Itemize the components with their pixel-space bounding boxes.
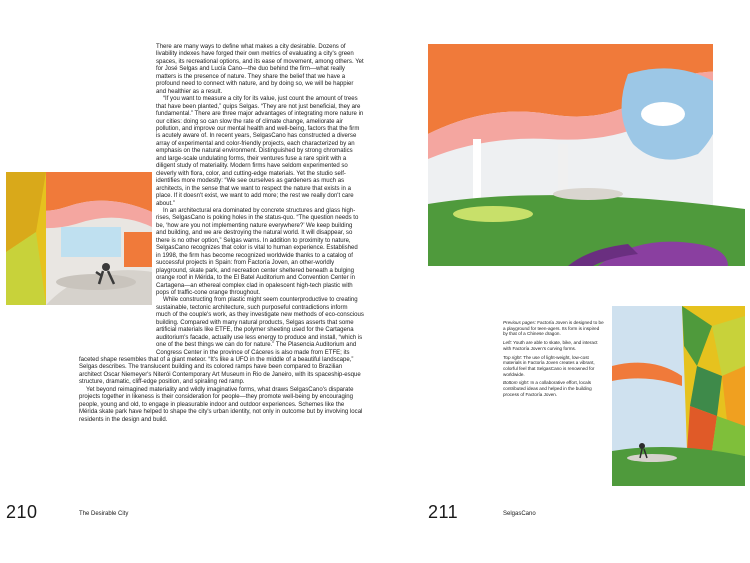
body-paragraph: In an architectural era dominated by concrete structures and glass high-rises, SelgasCano is poking holes in the status-quo. “The question needs to be, ‘how are you not implementing nature everywhere?’ We keep building and building, and we are destroying the natural world. It will disappear, so there is no other option,” Selgas warns. In addition to proximity to nature, SelgasCano recognizes that color is vital to human experience. Established in 1998, the firm has become recognized worldwide thanks to a catalog of successful projects in Spain: from Factoría Joven, an other-worldly playground, skate park, and recreation center sheltered beneath a bulging orange roof in Mérida, to the El Batel Auditorium and Convention Center in Cartagena—an ethereal complex clad in opalescent high-tech plastic with pops of traffic-cone orange throughout. [156, 207, 359, 296]
body-paragraph: Yet beyond reimagined materiality and wildly imaginative forms, what draws SelgasCano's disparate projects together in likeness is their consideration for people—they promote well-being by encouraging people, young and old, to engage in pleasurable indoor and outdoor experiences. Schemes like the Mérida skate park have helped to shape the city's urban identity, not only in outcome but by involving local residents in the design and build. [79, 386, 363, 423]
body-paragraph: “If you want to measure a city for its value, just count the amount of trees that have been planted,” quips Selgas. “They are not just beneficial, they are fundamental.” There are three major advantages of integrating more nature in our cities: doing so can slow the rate of climate change, ameliorate air pollution, and improve our mental health and well-being, factors that the firm is acutely aware of. In recent years, SelgasCano has constructed a diverse array of experimental and color-friendly projects, each characterized by an emphasis on the natural environment. Distinguished by strong chromatics and large-scale undulating forms, their ventures fuse a rare spirit with a diligent study of materiality. Modern firms have seldom experimented so cleverly with flora, color, and cutting-edge materials. Yet the studio self-identifies more modestly: “We see ourselves as gardeners as much as architects, in the sense that we want to respect the nature that exists in a place. If it doesn't exist, we want to add more; the rest we really don't care about.” [156, 96, 364, 207]
caption-top-right [503, 355, 605, 378]
page-number-right: 211 [428, 502, 459, 522]
body-text-column [79, 44, 364, 424]
caption-bottom-right [503, 380, 605, 397]
photo-climbing-wall [612, 306, 745, 486]
running-title-right: SelgasCano [503, 511, 536, 517]
caption-key: Bottom right: [503, 380, 530, 386]
caption-left [503, 340, 605, 351]
body-paragraph: There are many ways to define what makes a city desirable. Dozens of livability indexes have forged their own metrics of evaluating a city's green spaces, its recreational options, and its ease of movement, among others. Yet for José Selgas and Lucía Cano—the duo behind the firm—what really matters is the presence of nature. They share the belief that we have a profound need to connect with nature, and by doing so, we will be happier and healthier as a result. [156, 44, 364, 95]
photo-captions [503, 320, 605, 400]
caption-text: The use of light-weight, low-cost materials in Factoría Joven creates a vibrant, colorful feel that SelgasCano is renowned for worldwide. [503, 354, 595, 377]
body-paragraph: While constructing from plastic might seem counterproductive to creating sustainable, tectonic architecture, such purposeful contradictions inform much of the couple's work, as they investigate new methods of eco-conscious building. Compared with many natural products, Selgas asserts that some artificial materials like ETFE, the polymer sheeting used for the Cartagena auditorium's facade, actually use less energy to produce and install, “which is one of the best things we can do for nature.” The Plasencia Auditorium and Congress Center in the province of Cáceres is also made from ETFE; its faceted shape resembles that of a giant meteor. “It's like a UFO in the middle of a beautiful landscape,” Selgas describes. The translucent building and its colored ramps have been compared to Brazilian architect Oscar Niemeyer's Niterói Contemporary Art Museum in Rio de Janeiro, with its spaceship-esque structure, dramatic, cliff-edge position, and spiraling red ramp. [79, 297, 364, 386]
caption-previous-pages [503, 320, 605, 337]
caption-key: Left: [503, 340, 512, 346]
caption-text: Youth are able to skate, bike, and interact with Factoría Joven's curving forms. [503, 340, 598, 351]
page-number-left: 210 [6, 502, 38, 522]
caption-text: In a collaborative effort, locals contributed ideas and helped in the building process of Factoría Joven. [503, 380, 592, 397]
caption-key: Previous pages: [503, 320, 536, 325]
caption-text: Factoría Joven is designed to be a playground for teen-agers. Its form is inspired by that of a Chinese dragon. [503, 320, 604, 337]
photo-factoria-joven-canopy [428, 44, 745, 266]
caption-key: Top right: [503, 354, 522, 360]
running-title-left: The Desirable City [79, 511, 129, 517]
image-wrap-space [79, 134, 156, 352]
